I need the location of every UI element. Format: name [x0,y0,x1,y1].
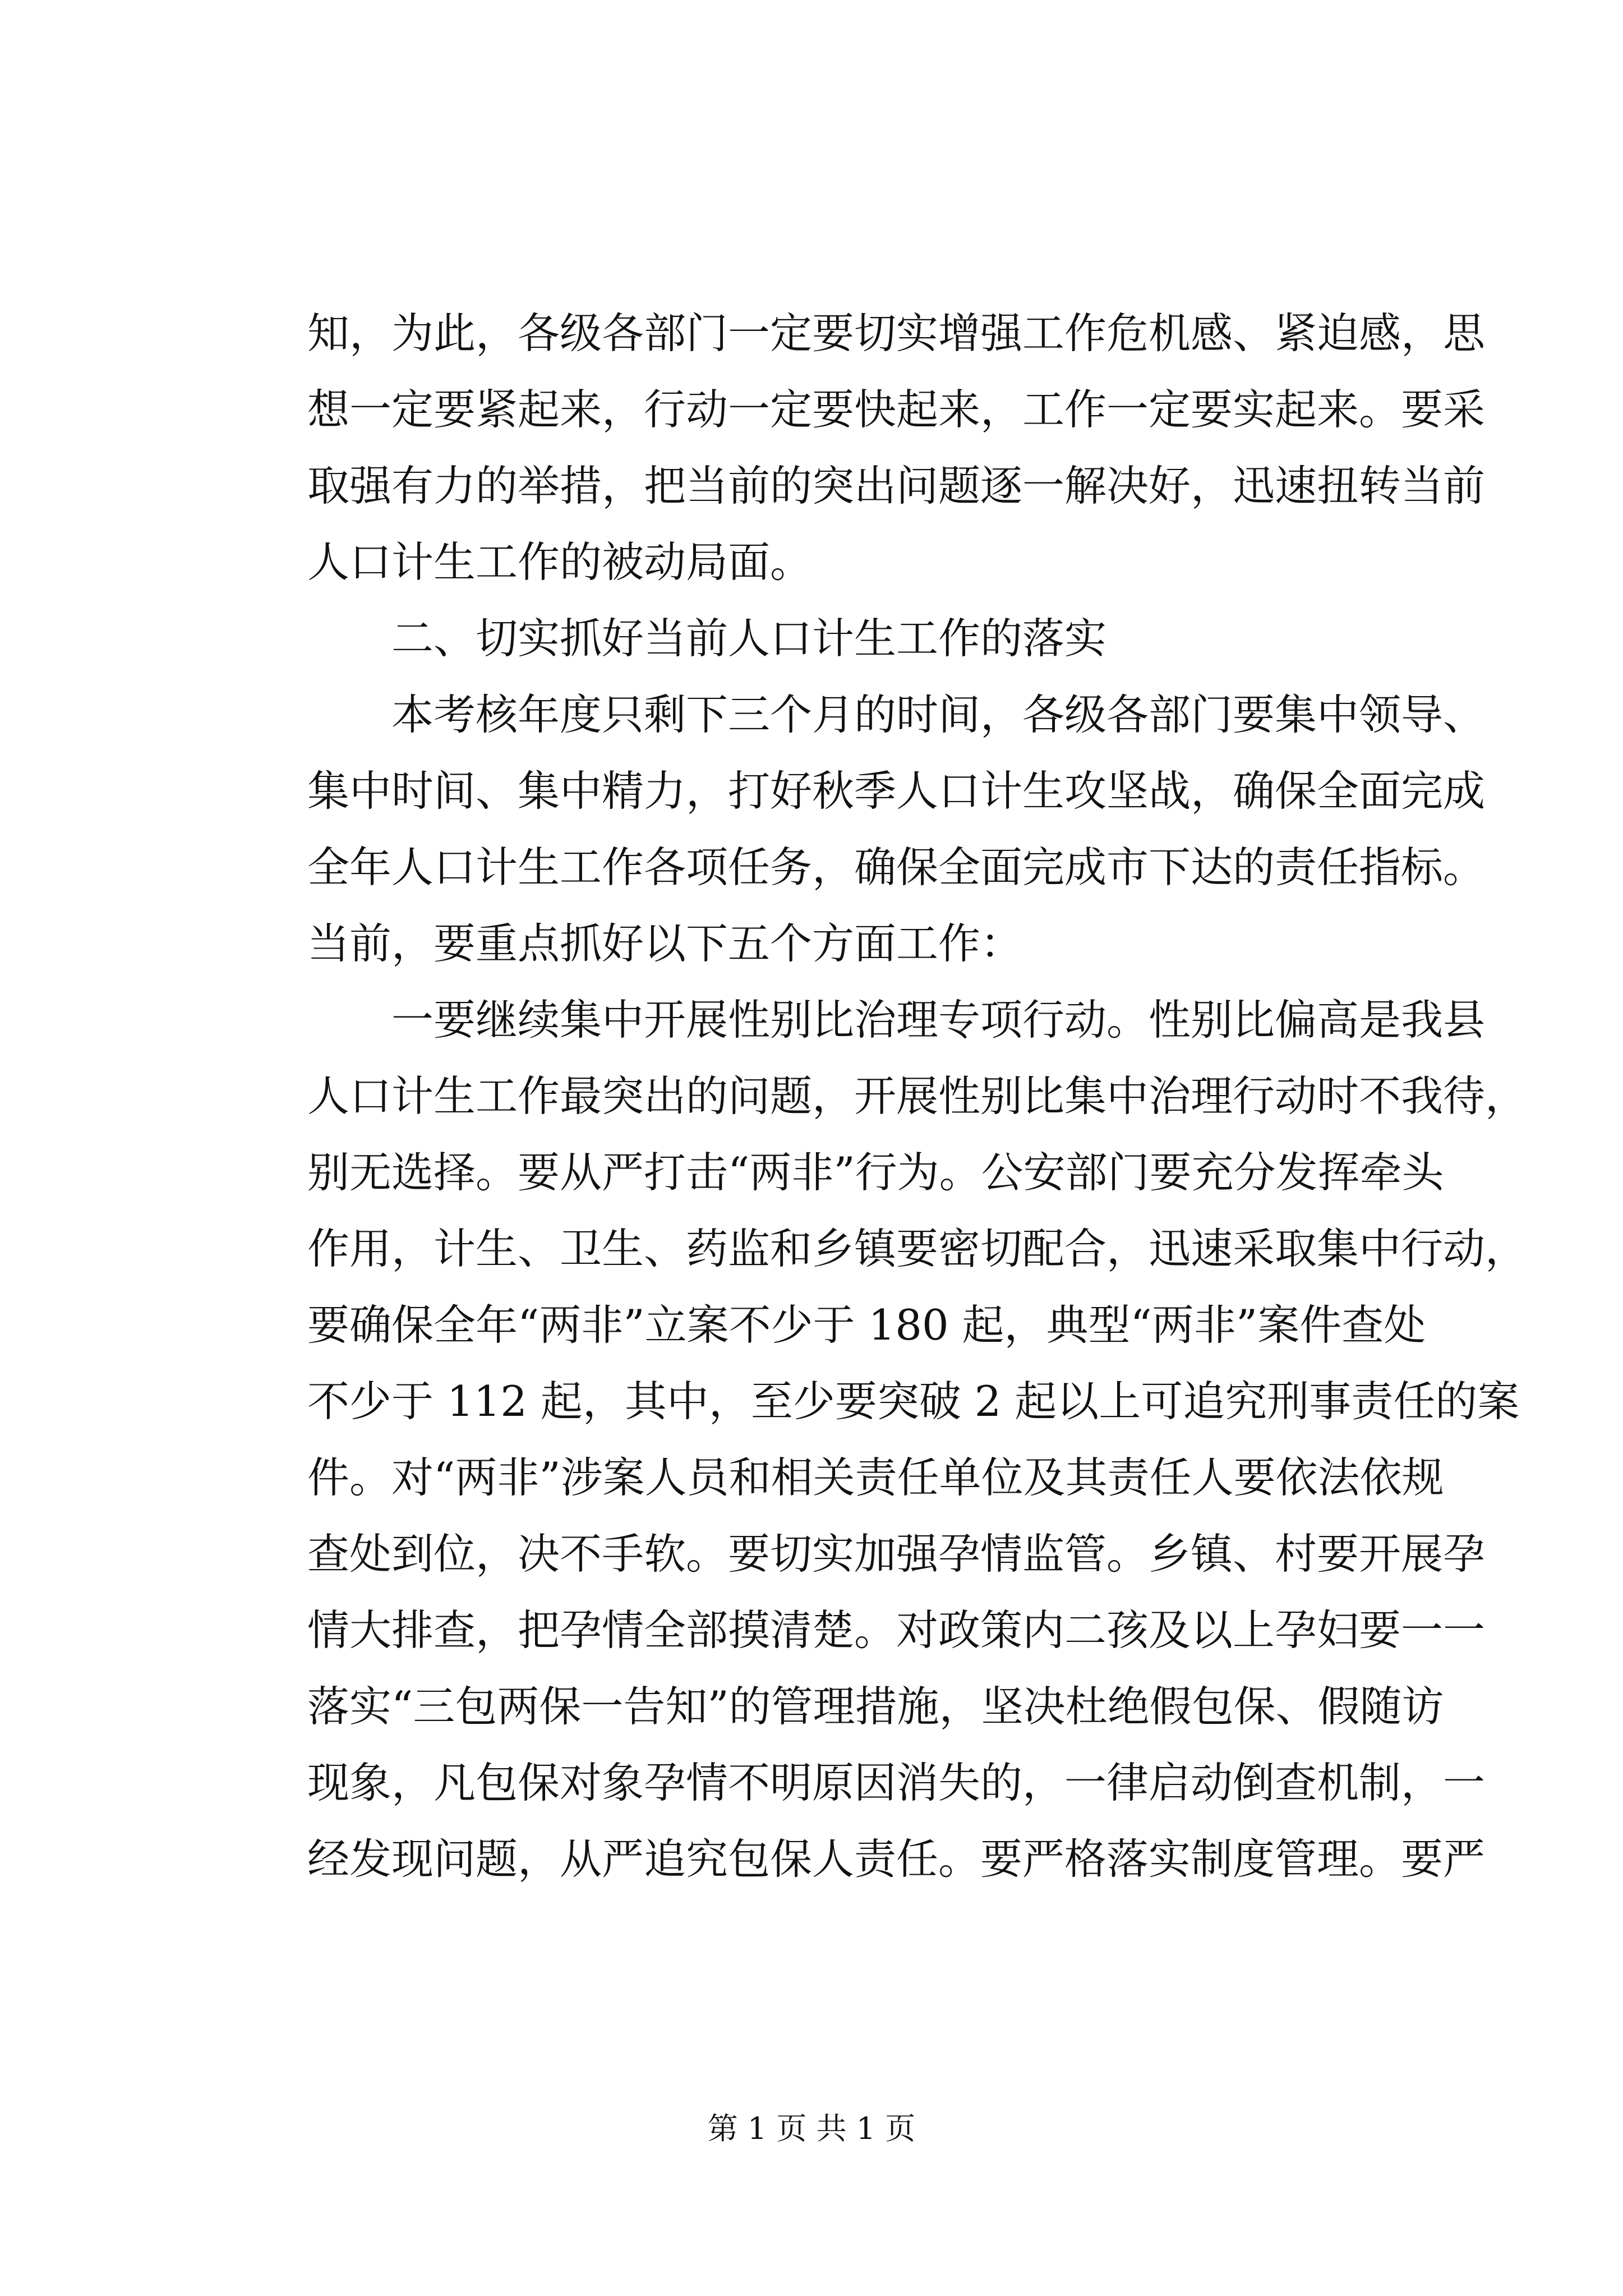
document-body [307,295,1528,1897]
text-line: 别无选择。要从严打击“两非”行为。公安部门要充分发挥牵头 [307,1148,1444,1197]
text-line: 件。对“两非”涉案人员和相关责任单位及其责任人要依法依规 [307,1453,1444,1502]
text-line: 情大排查，把孕情全部摸清楚。对政策内二孩及以上孕妇要一一 [307,1605,1486,1655]
text-line: 集中时间、集中精力，打好秋季人口计生攻坚战，确保全面完成 [307,766,1486,816]
page-footer: 第 1 页 共 1 页 [707,2111,916,2146]
text-line: 作用，计生、卫生、药监和乡镇要密切配合，迅速采取集中行动， [307,1224,1528,1273]
text-line: 要确保全年“两非”立案不少于 180 起，典型“两非”案件查处 [307,1300,1426,1350]
text-line: 想一定要紧起来，行动一定要快起来，工作一定要实起来。要采 [307,385,1486,434]
text-line: 全年人口计生工作各项任务，确保全面完成市下达的责任指标。 [307,843,1486,892]
text-line: 人口计生工作最突出的问题，开展性别比集中治理行动时不我待， [307,1071,1528,1121]
text-line: 一要继续集中开展性别比治理专项行动。性别比偏高是我县 [391,995,1486,1045]
text-line: 查处到位，决不手软。要切实加强孕情监管。乡镇、村要开展孕 [307,1529,1486,1579]
section-heading: 二、切实抓好当前人口计生工作的落实 [391,614,1107,663]
text-line: 本考核年度只剩下三个月的时间，各级各部门要集中领导、 [391,690,1486,739]
text-line: 当前，要重点抓好以下五个方面工作： [307,919,1023,968]
text-line: 经发现问题，从严追究包保人责任。要严格落实制度管理。要严 [307,1834,1486,1884]
text-line: 现象，凡包保对象孕情不明原因消失的，一律启动倒查机制，一 [307,1758,1486,1807]
text-line: 知，为此，各级各部门一定要切实增强工作危机感、紧迫感，思 [307,309,1486,358]
text-line: 取强有力的举措，把当前的突出问题逐一解决好，迅速扭转当前 [307,461,1486,510]
text-line: 落实“三包两保一告知”的管理措施，坚决杜绝假包保、假随访 [307,1682,1444,1731]
text-line: 不少于 112 起，其中，至少要突破 2 起以上可追究刑事责任的案 [307,1377,1520,1426]
text-line: 人口计生工作的被动局面。 [307,537,813,587]
